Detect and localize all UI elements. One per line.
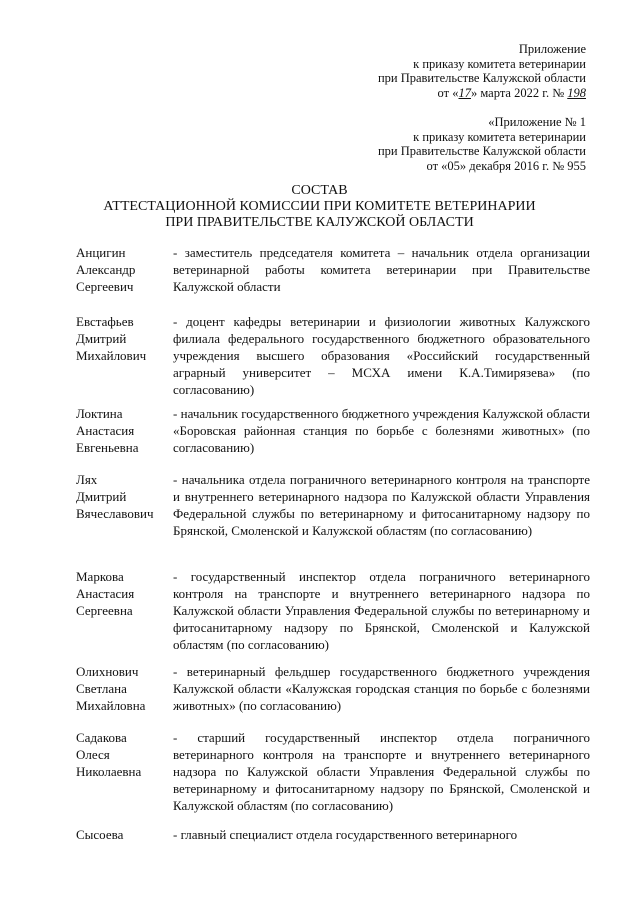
member-first-name: Александр	[76, 262, 136, 277]
member-position: - ветеринарный фельдшер государственного бюджетного учреждения Калужской области «Калужская городская станция по борьбе с болезнями животных» (по согласованию)	[173, 664, 590, 713]
member-position: - главный специалист отдела государственного ветеринарного	[173, 827, 518, 842]
member-surname: Анцигин	[76, 245, 126, 260]
member-name	[76, 313, 172, 364]
member-patronymic: Михайловна	[76, 698, 146, 713]
member-name	[76, 729, 172, 780]
member-name	[76, 663, 172, 714]
member-patronymic: Николаевна	[76, 764, 142, 779]
member-patronymic: Сергеевна	[76, 603, 133, 618]
government-reference: при Правительстве Калужской области	[377, 71, 586, 85]
member-first-name: Анастасия	[76, 423, 135, 438]
member-first-name: Дмитрий	[76, 331, 127, 346]
member-first-name: Анастасия	[76, 586, 135, 601]
member-surname: Садакова	[76, 730, 127, 745]
member-patronymic: Вячеславович	[76, 506, 154, 521]
member-surname: Олихнович	[76, 664, 139, 679]
member-surname: Лях	[76, 472, 98, 487]
appendix-header-previous	[378, 115, 586, 173]
member-name	[76, 244, 172, 295]
previous-order-reference: к приказу комитета ветеринарии	[413, 129, 586, 144]
member-position: - начальника отдела пограничного ветеринарного контроля на транспорте и внутреннего ветеринарного надзора по Калужской области Управления Федеральной службы по ветеринарному и фитосанитарному надзору по Брянской, Смоленской и Калужской областям (по согласованию)	[173, 472, 590, 538]
member-name	[76, 826, 172, 843]
previous-order-date: от «05» декабря 2016 г. № 955	[426, 158, 586, 173]
member-name	[76, 471, 172, 522]
order-date-line	[378, 86, 586, 101]
member-position: - начальник государственного бюджетного учреждения Калужской области «Боровская районная станция по борьбе с болезнями животных» (по согласованию)	[173, 406, 590, 455]
member-first-name: Дмитрий	[76, 489, 127, 504]
member-position: - государственный инспектор отдела пограничного ветеринарного контроля на транспорте и внутреннего ветеринарного надзора по Калужской области Управления Федеральной службы по ветеринарному и фитосанитарному надзору по Брянской, Смоленской и Калужской областям (по согласованию)	[173, 569, 590, 652]
member-patronymic: Евгеньевна	[76, 440, 139, 455]
previous-appendix-label: «Приложение № 1	[488, 115, 586, 129]
date-middle: » марта 2022 г. №	[470, 85, 568, 100]
member-name	[76, 405, 172, 456]
title-line-2: АТТЕСТАЦИОННОЙ КОМИССИИ ПРИ КОМИТЕТЕ ВЕТЕРИНАРИИ	[103, 199, 536, 214]
member-patronymic: Михайлович	[76, 348, 147, 363]
member-name	[76, 568, 172, 619]
appendix-header-current	[378, 42, 586, 100]
title-line-3: ПРИ ПРАВИТЕЛЬСТВЕ КАЛУЖСКОЙ ОБЛАСТИ	[165, 215, 474, 230]
member-first-name: Светлана	[76, 681, 127, 696]
member-surname: Евстафьев	[76, 314, 134, 329]
member-position: - заместитель председателя комитета – начальник отдела организации ветеринарной работы комитета ветеринарии при Правительстве Калужской области	[173, 245, 590, 294]
member-surname: Сысоева	[76, 827, 124, 842]
member-first-name: Олеся	[76, 747, 110, 762]
member-position: - старший государственный инспектор отдела пограничного ветеринарного контроля на транспорте и внутреннего ветеринарного надзора по Калужской области Управления Федеральной службы по ветеринарному и фитосанитарному надзору по Брянской, Смоленской и Калужской областям (по согласованию)	[173, 730, 590, 813]
handwritten-day: 17	[458, 85, 471, 100]
title-line-1: СОСТАВ	[291, 183, 348, 198]
previous-government-reference: при Правительстве Калужской области	[377, 144, 586, 158]
member-surname: Локтина	[76, 406, 123, 421]
document-title	[0, 183, 639, 231]
member-surname: Маркова	[76, 569, 124, 584]
date-prefix: от «	[437, 85, 459, 100]
handwritten-order-number: 198	[567, 85, 586, 100]
order-reference: к приказу комитета ветеринарии	[413, 56, 586, 71]
member-position: - доцент кафедры ветеринарии и физиологии животных Калужского филиала федерального государственного бюджетного образовательного учреждения высшего образования «Российский государственный аграрный университет – МСХА имени К.А.Тимирязева» (по согласованию)	[173, 314, 590, 397]
appendix-label: Приложение	[518, 42, 586, 56]
member-patronymic: Сергеевич	[76, 279, 134, 294]
